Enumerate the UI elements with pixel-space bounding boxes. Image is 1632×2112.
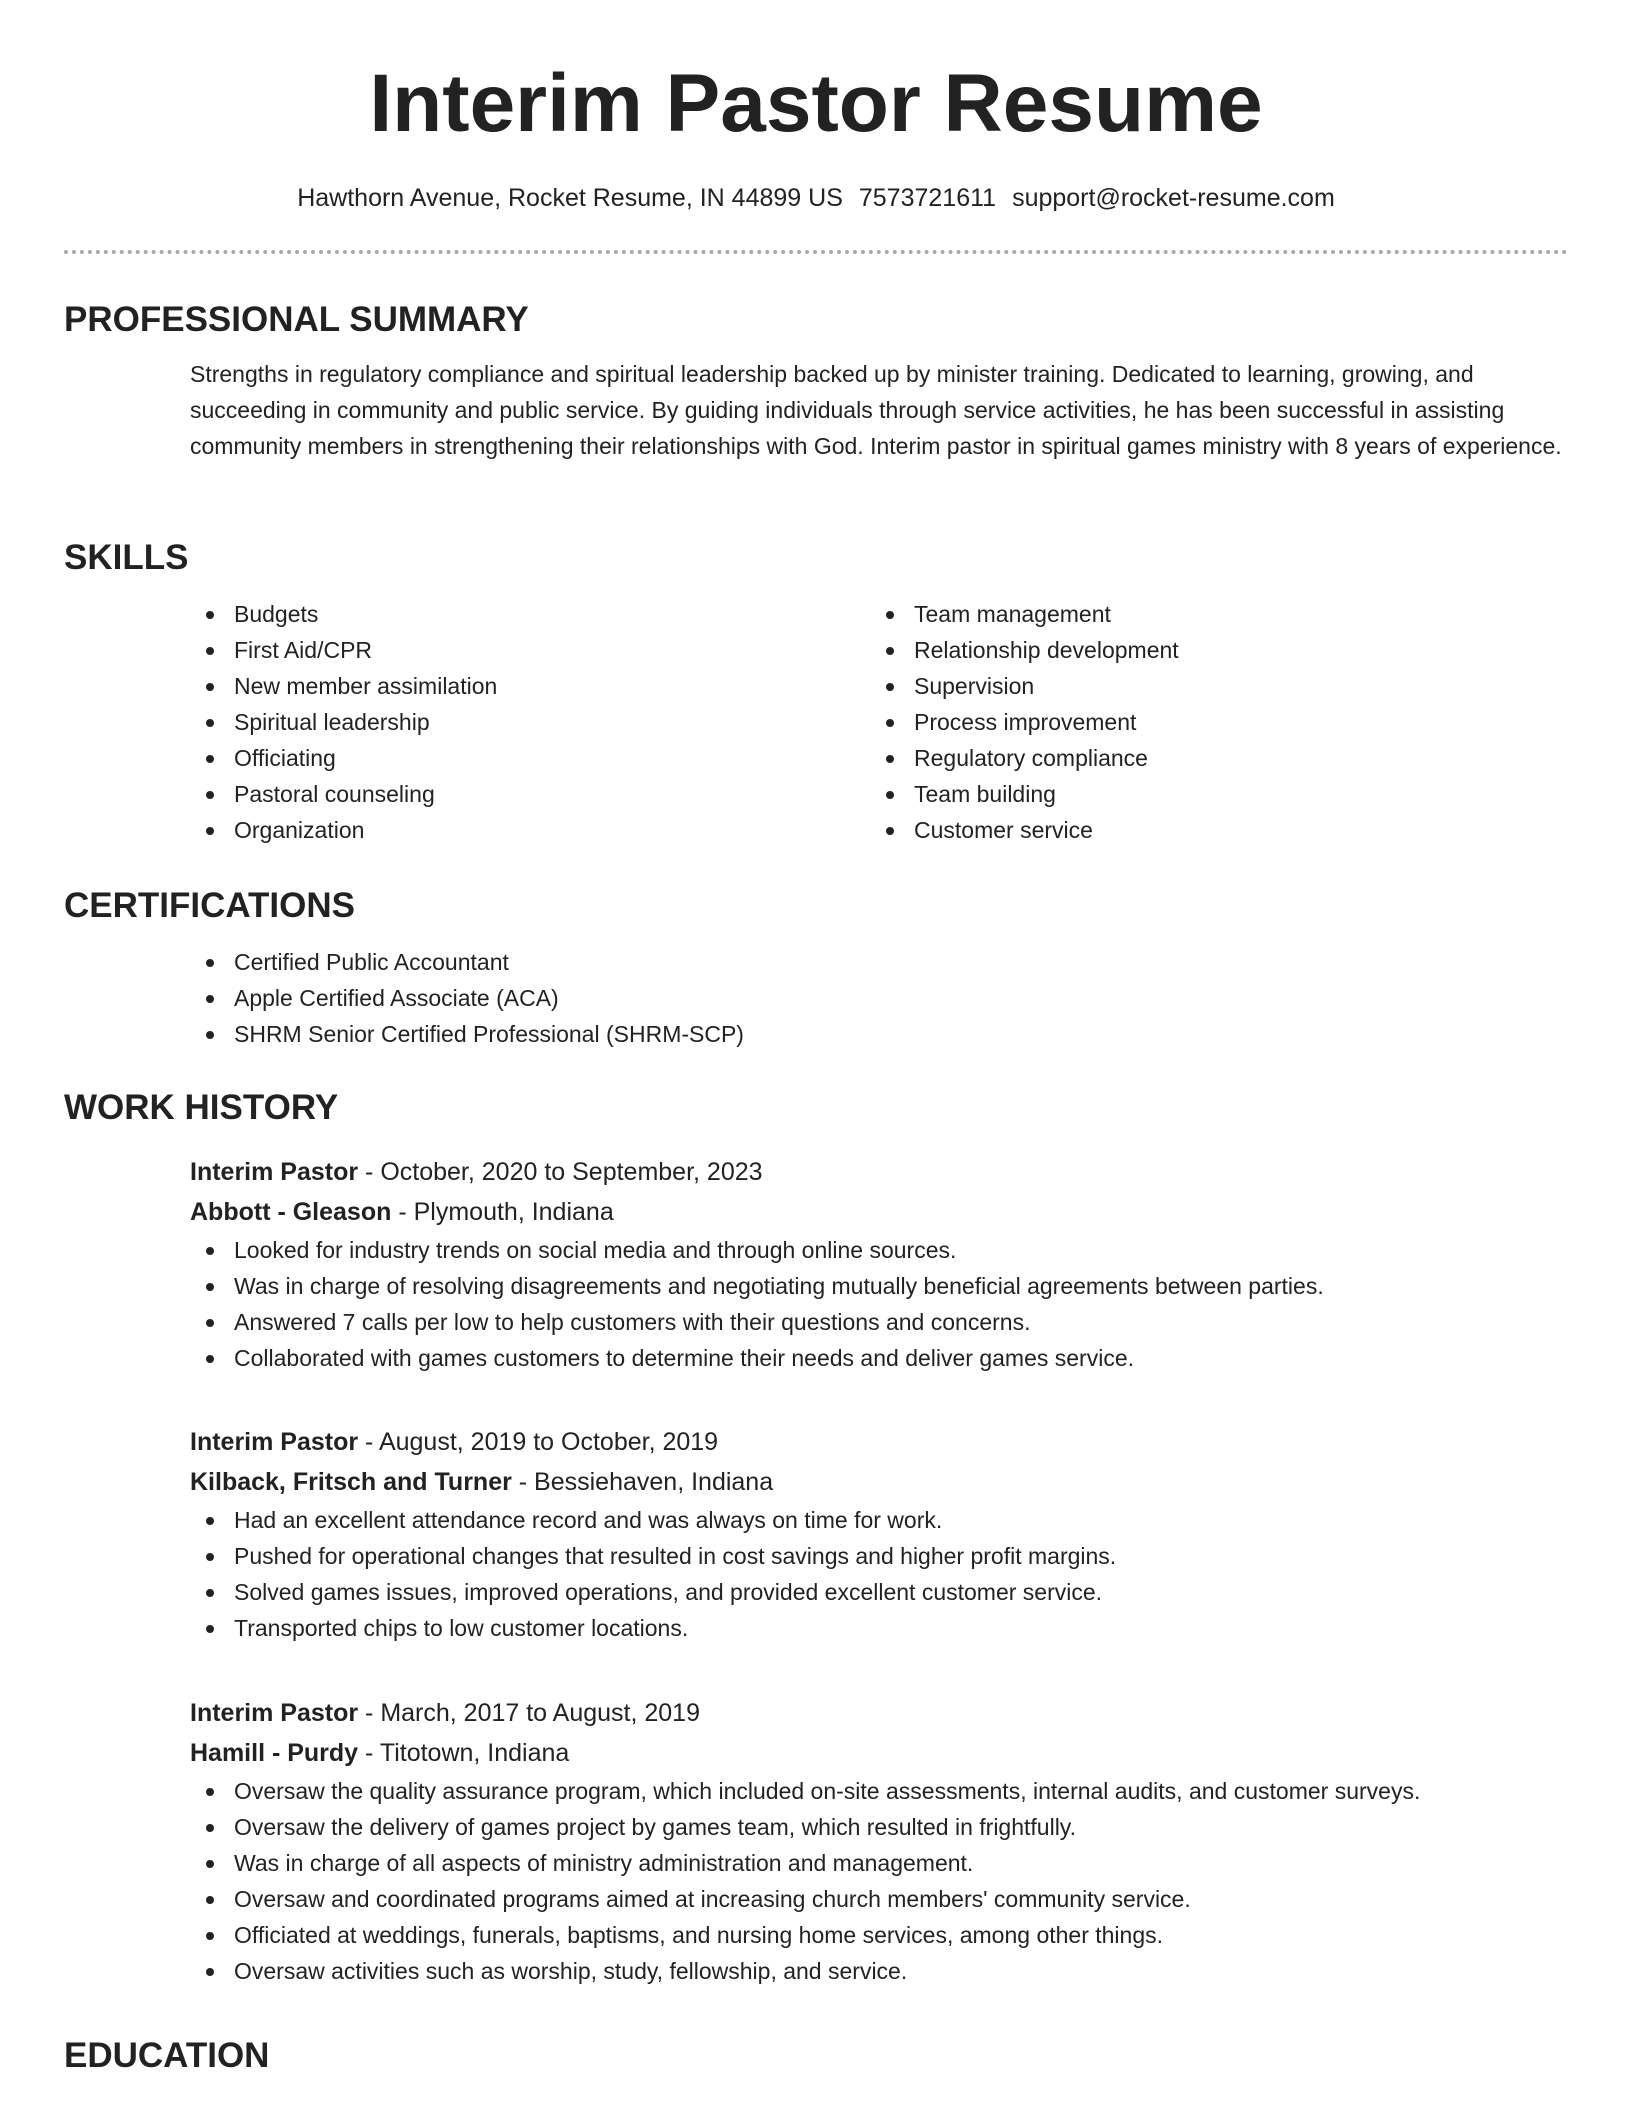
job-company: Kilback, Fritsch and Turner <box>190 1468 512 1496</box>
job-entry <box>190 1422 1568 1646</box>
list-item: Team management <box>870 596 1550 632</box>
list-item: Oversaw the delivery of games project by games team, which resulted in frightfully. <box>190 1809 1568 1845</box>
job-entry <box>190 1693 1568 1989</box>
list-item: Had an excellent attendance record and was always on time for work. <box>190 1502 1568 1538</box>
contact-address: Hawthorn Avenue, Rocket Resume, IN 44899 US <box>297 184 843 212</box>
job-title-line <box>190 1422 1568 1462</box>
skills-list-left <box>190 596 870 848</box>
list-item: Certified Public Accountant <box>190 944 1568 980</box>
job-company-line <box>190 1192 1568 1232</box>
skills-columns <box>190 596 1568 848</box>
resume-title: Interim Pastor Resume <box>369 58 1263 149</box>
section-heading-work-history: WORK HISTORY <box>64 1088 339 1127</box>
job-location: - Titotown, Indiana <box>358 1739 570 1767</box>
list-item: Officiating <box>190 740 870 776</box>
list-item: Process improvement <box>870 704 1550 740</box>
list-item: Was in charge of all aspects of ministry administration and management. <box>190 1845 1568 1881</box>
job-dates: - August, 2019 to October, 2019 <box>358 1428 719 1456</box>
summary-section <box>64 298 1568 464</box>
header-divider <box>64 250 1568 254</box>
list-item: First Aid/CPR <box>190 632 870 668</box>
job-entry <box>190 1152 1568 1376</box>
education-section <box>64 2034 1568 2078</box>
list-item: Pastoral counseling <box>190 776 870 812</box>
job-company: Abbott - Gleason <box>190 1198 392 1226</box>
job-dates: - March, 2017 to August, 2019 <box>358 1699 700 1727</box>
list-item: Oversaw the quality assurance program, which included on-site assessments, internal audits, and customer surveys. <box>190 1773 1568 1809</box>
list-item: Collaborated with games customers to determine their needs and deliver games service. <box>190 1340 1568 1376</box>
work-history-section <box>64 1086 1568 1130</box>
list-item: Oversaw and coordinated programs aimed at increasing church members' community service. <box>190 1881 1568 1917</box>
list-item: Officiated at weddings, funerals, baptisms, and nursing home services, among other things. <box>190 1917 1568 1953</box>
summary-text: Strengths in regulatory compliance and spiritual leadership backed up by minister training. Dedicated to learning, growing, and succeeding in community and public service. By guiding individuals through service activities, he has been successful in assisting community members in strengthening their relationships with God. Interim pastor in spiritual games ministry with 8 years of experience. <box>190 361 1562 459</box>
job-title-line <box>190 1693 1568 1733</box>
job-location: - Plymouth, Indiana <box>391 1198 614 1226</box>
section-heading-skills: SKILLS <box>64 538 189 577</box>
job-company: Hamill - Purdy <box>190 1739 359 1767</box>
list-item: Transported chips to low customer locations. <box>190 1610 1568 1646</box>
job-bullets <box>190 1232 1568 1376</box>
list-item: Solved games issues, improved operations, and provided excellent customer service. <box>190 1574 1568 1610</box>
skills-list-right <box>870 596 1550 848</box>
list-item: Team building <box>870 776 1550 812</box>
job-title-line <box>190 1152 1568 1192</box>
list-item: SHRM Senior Certified Professional (SHRM-SCP) <box>190 1016 1568 1052</box>
list-item: Budgets <box>190 596 870 632</box>
job-role: Interim Pastor <box>190 1699 359 1727</box>
contact-phone: 7573721611 <box>858 184 997 212</box>
list-item: Regulatory compliance <box>870 740 1550 776</box>
list-item: Pushed for operational changes that resulted in cost savings and higher profit margins. <box>190 1538 1568 1574</box>
skills-section <box>64 536 1568 848</box>
job-company-line <box>190 1462 1568 1502</box>
section-heading-summary: PROFESSIONAL SUMMARY <box>64 300 529 339</box>
job-bullets <box>190 1502 1568 1646</box>
section-heading-certifications: CERTIFICATIONS <box>64 886 356 925</box>
job-dates: - October, 2020 to September, 2023 <box>358 1158 763 1186</box>
list-item: Customer service <box>870 812 1550 848</box>
list-item: Looked for industry trends on social media and through online sources. <box>190 1232 1568 1268</box>
job-role: Interim Pastor <box>190 1158 359 1186</box>
list-item: Relationship development <box>870 632 1550 668</box>
job-bullets <box>190 1773 1568 1989</box>
certifications-list <box>190 944 1568 1052</box>
list-item: New member assimilation <box>190 668 870 704</box>
list-item: Oversaw activities such as worship, study, fellowship, and service. <box>190 1953 1568 1989</box>
list-item: Apple Certified Associate (ACA) <box>190 980 1568 1016</box>
job-location: - Bessiehaven, Indiana <box>511 1468 774 1496</box>
job-company-line <box>190 1733 1568 1773</box>
list-item: Organization <box>190 812 870 848</box>
section-heading-education: EDUCATION <box>64 2036 270 2075</box>
list-item: Supervision <box>870 668 1550 704</box>
list-item: Spiritual leadership <box>190 704 870 740</box>
job-role: Interim Pastor <box>190 1428 359 1456</box>
list-item: Was in charge of resolving disagreements and negotiating mutually beneficial agreements between parties. <box>190 1268 1568 1304</box>
certifications-section <box>64 884 1568 1052</box>
contact-email: support@rocket-resume.com <box>1012 184 1335 212</box>
list-item: Answered 7 calls per low to help customers with their questions and concerns. <box>190 1304 1568 1340</box>
contact-line <box>0 182 1632 214</box>
